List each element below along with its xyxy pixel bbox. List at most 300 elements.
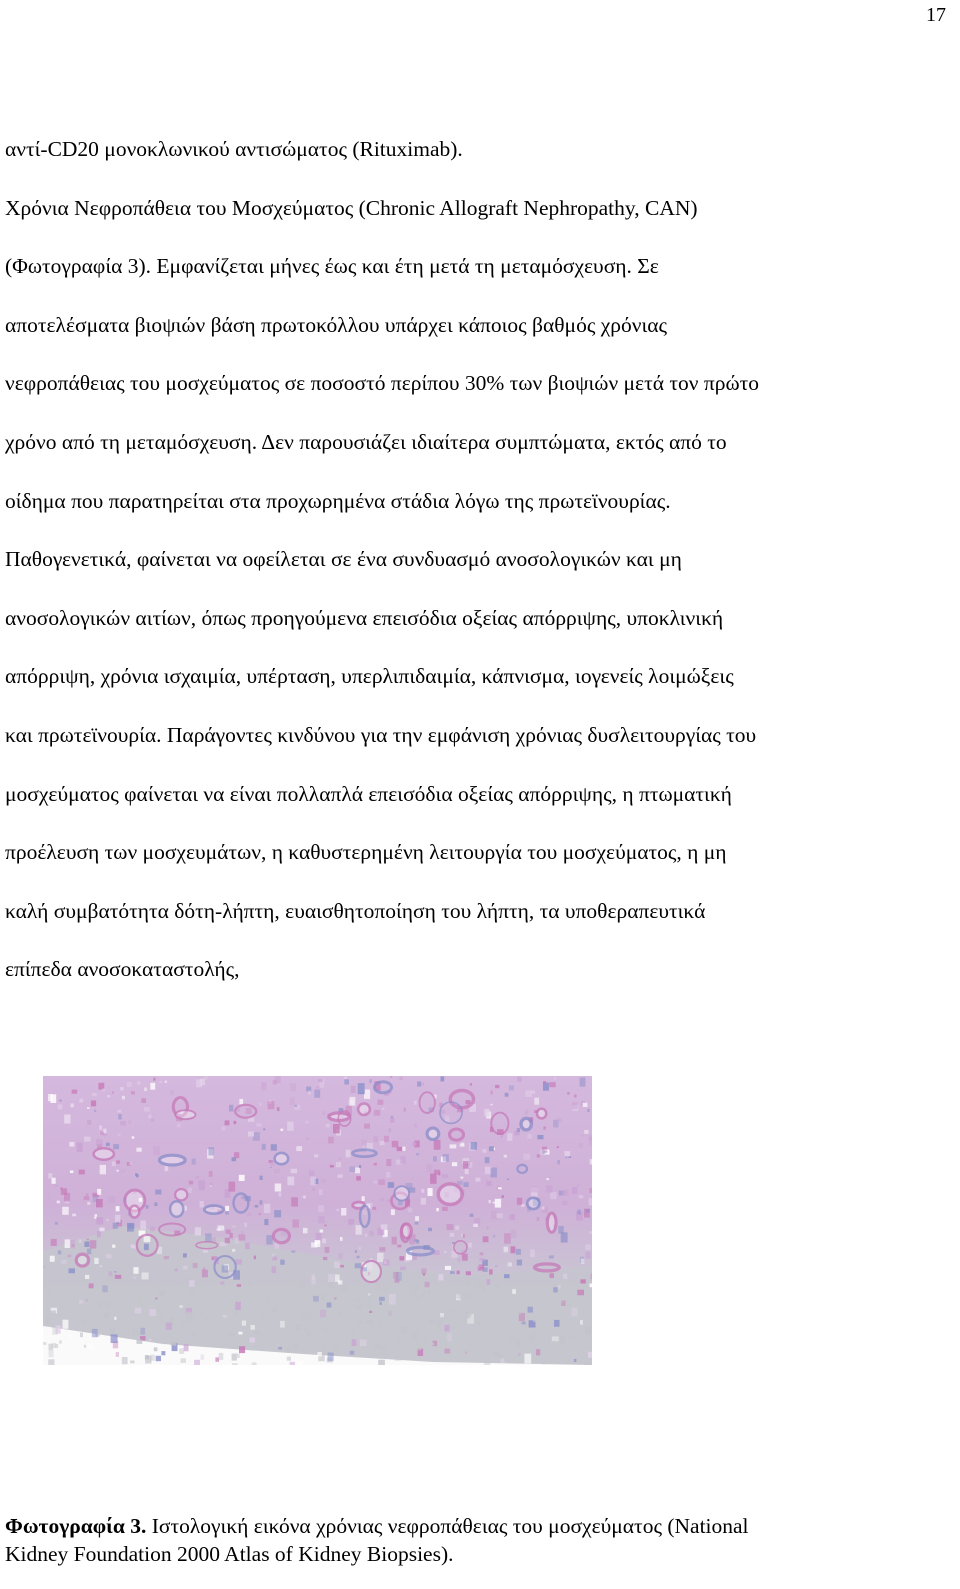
tissue-speck xyxy=(442,1207,448,1211)
tissue-speck xyxy=(43,1266,45,1268)
tissue-speck xyxy=(154,1202,157,1206)
tissue-speck xyxy=(111,1334,118,1343)
tissue-speck xyxy=(338,1313,341,1317)
tissue-speck xyxy=(300,1278,307,1288)
tissue-speck xyxy=(275,1184,282,1192)
tissue-speck xyxy=(536,1349,540,1355)
tissue-speck xyxy=(122,1357,128,1364)
tubule-ring xyxy=(204,1206,223,1214)
tissue-speck xyxy=(505,1093,509,1097)
tissue-speck xyxy=(350,1351,355,1355)
tissue-speck xyxy=(372,1207,376,1210)
tissue-speck xyxy=(338,1253,343,1259)
tissue-speck xyxy=(501,1195,504,1198)
tissue-speck xyxy=(100,1165,106,1174)
tissue-speck xyxy=(417,1296,421,1302)
tissue-speck xyxy=(354,1298,361,1303)
tissue-speck xyxy=(308,1091,311,1095)
tissue-speck xyxy=(232,1249,235,1252)
tissue-speck xyxy=(292,1219,299,1227)
tissue-speck xyxy=(251,1325,255,1330)
tissue-speck xyxy=(437,1314,444,1323)
tissue-speck xyxy=(489,1146,494,1151)
tissue-speck xyxy=(144,1107,150,1112)
tubule-ring xyxy=(427,1128,439,1139)
tissue-speck xyxy=(470,1214,474,1217)
text-line: μοσχεύματος φαίνεται να είναι πολλαπλά επεισόδια οξείας απόρριψης, η πτωματική xyxy=(5,781,732,806)
tissue-speck xyxy=(356,1305,362,1309)
tissue-speck xyxy=(571,1308,577,1317)
tissue-speck xyxy=(494,1284,497,1287)
tissue-speck xyxy=(543,1127,546,1130)
tissue-speck xyxy=(341,1285,348,1293)
tissue-speck xyxy=(51,1094,57,1103)
tissue-speck xyxy=(212,1237,217,1242)
tissue-speck xyxy=(248,1132,254,1137)
tissue-speck xyxy=(517,1128,520,1132)
tissue-speck xyxy=(434,1140,441,1150)
tissue-speck xyxy=(323,1257,327,1260)
tissue-speck xyxy=(149,1339,151,1341)
tissue-speck xyxy=(287,1122,294,1131)
tissue-speck xyxy=(397,1337,402,1342)
tissue-speck xyxy=(399,1281,404,1286)
tissue-speck xyxy=(260,1200,263,1204)
tissue-speck xyxy=(388,1182,394,1188)
tissue-speck xyxy=(79,1170,85,1175)
tissue-speck xyxy=(107,1095,109,1097)
tissue-speck xyxy=(106,1143,110,1146)
tissue-speck xyxy=(423,1336,428,1344)
tissue-speck xyxy=(97,1231,101,1237)
tissue-speck xyxy=(70,1171,74,1174)
tissue-speck xyxy=(201,1310,205,1315)
tissue-speck xyxy=(531,1186,538,1193)
tissue-speck xyxy=(458,1258,461,1262)
tissue-speck xyxy=(352,1329,355,1333)
tissue-speck xyxy=(486,1226,488,1229)
tissue-speck xyxy=(438,1274,443,1280)
tissue-speck xyxy=(562,1190,569,1196)
tissue-speck xyxy=(328,1282,333,1288)
tissue-speck xyxy=(489,1200,491,1203)
tissue-speck xyxy=(579,1195,584,1198)
tissue-speck xyxy=(45,1318,50,1325)
tissue-speck xyxy=(274,1210,281,1217)
tissue-speck xyxy=(369,1231,373,1236)
tissue-speck xyxy=(62,1260,67,1264)
tissue-speck xyxy=(380,1198,384,1201)
tissue-speck xyxy=(580,1078,586,1087)
tissue-speck xyxy=(469,1243,472,1248)
tissue-speck xyxy=(556,1118,562,1123)
tissue-speck xyxy=(561,1232,568,1242)
tissue-speck xyxy=(504,1247,508,1253)
tissue-speck xyxy=(374,1136,378,1142)
tissue-speck xyxy=(199,1180,206,1190)
tissue-speck xyxy=(558,1285,560,1289)
tissue-speck xyxy=(318,1079,323,1082)
tissue-speck xyxy=(425,1282,430,1288)
tissue-speck xyxy=(296,1146,302,1151)
tissue-speck xyxy=(433,1156,437,1161)
tissue-speck xyxy=(201,1354,205,1360)
tissue-speck xyxy=(58,1251,62,1255)
tubule-ring xyxy=(175,1110,195,1119)
tissue-speck xyxy=(523,1154,530,1160)
tissue-speck xyxy=(107,1276,113,1282)
tissue-speck xyxy=(498,1187,502,1189)
tissue-speck xyxy=(118,1134,121,1136)
tissue-speck xyxy=(516,1340,521,1347)
tissue-speck xyxy=(563,1274,567,1279)
tissue-speck xyxy=(484,1109,489,1117)
tissue-speck xyxy=(363,1210,367,1215)
tissue-speck xyxy=(558,1226,564,1234)
tissue-speck xyxy=(280,1129,283,1131)
tissue-speck xyxy=(205,1318,207,1321)
tissue-speck xyxy=(287,1177,294,1186)
tissue-speck xyxy=(581,1259,585,1264)
tissue-speck xyxy=(452,1162,457,1166)
tissue-speck xyxy=(108,1196,115,1202)
text-line: αποτελέσματα βιοψιών βάση πρωτοκόλλου υπάρχει κάποιος βαθμός χρόνιας xyxy=(5,312,668,337)
tissue-speck xyxy=(290,1083,296,1091)
tissue-speck xyxy=(115,1275,122,1279)
tissue-speck xyxy=(574,1359,577,1362)
tissue-speck xyxy=(321,1179,327,1183)
tissue-speck xyxy=(333,1344,339,1352)
tissue-speck xyxy=(560,1335,566,1343)
tissue-speck xyxy=(132,1136,135,1138)
tissue-speck xyxy=(428,1228,432,1231)
tissue-speck xyxy=(489,1269,493,1274)
tissue-speck xyxy=(154,1347,158,1351)
tissue-speck xyxy=(142,1273,149,1280)
tissue-speck xyxy=(166,1323,172,1330)
tissue-speck xyxy=(87,1107,89,1109)
tissue-speck xyxy=(112,1091,114,1094)
tissue-speck xyxy=(444,1349,450,1354)
tissue-speck xyxy=(410,1291,416,1297)
tissue-speck xyxy=(85,1275,89,1279)
tissue-speck xyxy=(239,1099,243,1105)
tissue-speck xyxy=(130,1361,134,1364)
tissue-speck xyxy=(475,1178,480,1182)
tissue-speck xyxy=(448,1309,455,1314)
tissue-speck xyxy=(524,1354,531,1364)
tissue-speck xyxy=(495,1085,499,1088)
tissue-speck xyxy=(154,1285,158,1288)
tissue-speck xyxy=(542,1207,545,1210)
tissue-speck xyxy=(225,1211,229,1215)
tissue-speck xyxy=(137,1298,143,1304)
tissue-speck xyxy=(150,1227,155,1232)
tissue-speck xyxy=(249,1281,255,1285)
tissue-speck xyxy=(209,1171,213,1177)
tissue-speck xyxy=(52,1178,56,1184)
tissue-speck xyxy=(517,1260,522,1266)
tissue-speck xyxy=(552,1336,559,1341)
tissue-speck xyxy=(84,1242,89,1248)
tissue-speck xyxy=(175,1269,178,1272)
tissue-speck xyxy=(320,1230,324,1233)
tissue-speck xyxy=(537,1135,543,1139)
tissue-speck xyxy=(232,1226,236,1228)
tissue-speck xyxy=(106,1254,112,1258)
tissue-speck xyxy=(280,1260,285,1265)
tissue-speck xyxy=(483,1149,487,1153)
caption-text: Ιστολογική εικόνα χρόνιας νεφροπάθειας του μοσχεύματος (National xyxy=(146,1514,749,1538)
tissue-speck xyxy=(100,1266,102,1268)
tissue-speck xyxy=(80,1319,85,1325)
tissue-speck xyxy=(323,1327,328,1333)
tubule-ring xyxy=(537,1109,546,1119)
tissue-speck xyxy=(389,1311,393,1316)
tissue-speck xyxy=(504,1274,509,1278)
tissue-speck xyxy=(589,1198,592,1205)
tissue-speck xyxy=(48,1359,54,1365)
tissue-speck xyxy=(84,1345,86,1348)
tissue-speck xyxy=(239,1346,245,1353)
tissue-speck xyxy=(104,1313,109,1319)
tissue-speck xyxy=(428,1290,431,1293)
tissue-speck xyxy=(177,1124,181,1128)
tissue-speck xyxy=(335,1275,340,1283)
tissue-speck xyxy=(531,1091,535,1094)
tissue-speck xyxy=(203,1250,208,1253)
tissue-speck xyxy=(306,1138,308,1141)
tissue-speck xyxy=(117,1110,121,1113)
tissue-speck xyxy=(466,1292,472,1299)
caption-label: Φωτογραφία 3. xyxy=(5,1514,147,1538)
tissue-speck xyxy=(537,1217,540,1221)
tissue-speck xyxy=(324,1225,326,1227)
tissue-speck xyxy=(511,1246,516,1253)
tissue-speck xyxy=(362,1196,365,1201)
tissue-speck xyxy=(466,1341,469,1343)
tissue-speck xyxy=(414,1124,417,1128)
tissue-speck xyxy=(495,1265,498,1267)
tissue-speck xyxy=(383,1291,385,1293)
tissue-speck xyxy=(430,1174,437,1184)
tissue-speck xyxy=(382,1236,386,1239)
tissue-speck xyxy=(121,1169,125,1173)
tissue-speck xyxy=(512,1289,516,1294)
tissue-speck xyxy=(454,1294,457,1299)
tissue-speck xyxy=(404,1315,408,1318)
tissue-speck xyxy=(447,1334,452,1342)
tubule-ring xyxy=(275,1153,289,1164)
tissue-speck xyxy=(509,1085,514,1090)
tissue-speck xyxy=(63,1320,69,1329)
tissue-speck xyxy=(585,1245,591,1250)
tissue-speck xyxy=(153,1078,155,1081)
tissue-speck xyxy=(77,1143,83,1153)
tissue-speck xyxy=(554,1320,560,1327)
tissue-speck xyxy=(312,1188,315,1191)
tissue-speck xyxy=(164,1256,169,1259)
tissue-speck xyxy=(580,1279,585,1283)
tissue-speck xyxy=(321,1295,325,1300)
tissue-speck xyxy=(579,1143,584,1148)
tissue-speck xyxy=(246,1108,252,1114)
tissue-speck xyxy=(133,1267,138,1274)
tissue-speck xyxy=(155,1298,157,1300)
tissue-speck xyxy=(351,1086,356,1093)
text-line: προέλευση των μοσχευμάτων, η καθυστερημένη λειτουργία του μοσχεύματος, η μη xyxy=(5,840,727,865)
tissue-speck xyxy=(590,1284,593,1288)
tissue-speck xyxy=(118,1114,122,1119)
tissue-speck xyxy=(148,1115,151,1119)
tissue-speck xyxy=(471,1142,478,1150)
tissue-speck xyxy=(137,1081,140,1084)
tissue-speck xyxy=(510,1336,514,1341)
tissue-speck xyxy=(414,1288,417,1290)
tissue-speck xyxy=(326,1124,330,1128)
tissue-speck xyxy=(229,1333,235,1336)
tissue-speck xyxy=(525,1090,532,1097)
tissue-speck xyxy=(146,1205,149,1209)
tissue-speck xyxy=(369,1079,372,1083)
tissue-speck xyxy=(374,1163,377,1166)
tissue-speck xyxy=(445,1325,450,1332)
tissue-speck xyxy=(291,1197,298,1206)
tissue-speck xyxy=(344,1079,349,1084)
tissue-speck xyxy=(542,1326,548,1331)
tissue-speck xyxy=(160,1291,165,1296)
tissue-speck xyxy=(524,1325,527,1329)
tissue-speck xyxy=(379,1247,385,1252)
tissue-speck xyxy=(355,1167,360,1173)
tissue-speck xyxy=(278,1347,282,1350)
tissue-speck xyxy=(182,1321,186,1327)
tissue-speck xyxy=(87,1249,91,1255)
tubule-ring xyxy=(358,1104,370,1116)
tissue-speck xyxy=(568,1156,571,1158)
tissue-speck xyxy=(416,1153,419,1156)
tissue-speck xyxy=(511,1229,517,1238)
tissue-speck xyxy=(150,1083,155,1090)
caption-line-1 xyxy=(5,1512,940,1540)
tissue-speck xyxy=(421,1268,426,1274)
tissue-speck xyxy=(318,1216,324,1223)
tissue-speck xyxy=(468,1162,472,1167)
tissue-speck xyxy=(271,1144,277,1151)
tissue-speck xyxy=(330,1165,334,1168)
tissue-speck xyxy=(153,1146,160,1155)
tissue-speck xyxy=(362,1336,366,1339)
tissue-speck xyxy=(366,1301,372,1308)
tissue-speck xyxy=(237,1284,241,1287)
body-text xyxy=(5,120,940,999)
tissue-speck xyxy=(203,1328,207,1332)
tissue-speck xyxy=(195,1176,199,1179)
tissue-speck xyxy=(485,1157,490,1163)
tissue-speck xyxy=(51,1239,57,1246)
tissue-speck xyxy=(109,1271,113,1276)
tissue-speck xyxy=(222,1265,228,1272)
tissue-speck xyxy=(450,1233,455,1237)
tissue-speck xyxy=(410,1239,414,1245)
tissue-speck xyxy=(591,1160,592,1163)
tissue-speck xyxy=(145,1355,149,1360)
tissue-speck xyxy=(457,1271,460,1275)
tissue-speck xyxy=(460,1177,463,1179)
tissue-speck xyxy=(87,1120,91,1125)
tissue-speck xyxy=(361,1140,366,1146)
tissue-speck xyxy=(483,1236,489,1242)
tissue-speck xyxy=(165,1081,167,1083)
tissue-speck xyxy=(188,1288,195,1292)
tissue-speck xyxy=(386,1159,391,1166)
tissue-speck xyxy=(334,1297,337,1299)
tissue-speck xyxy=(266,1299,270,1303)
tissue-speck xyxy=(261,1082,267,1090)
tissue-speck xyxy=(436,1208,438,1211)
tissue-speck xyxy=(303,1196,306,1199)
tissue-speck xyxy=(70,1335,73,1338)
tissue-speck xyxy=(156,1307,162,1313)
tissue-speck xyxy=(97,1189,101,1195)
tissue-speck xyxy=(235,1302,241,1310)
tissue-speck xyxy=(389,1294,396,1305)
tissue-speck xyxy=(116,1206,120,1211)
tissue-speck xyxy=(91,1100,96,1106)
tissue-speck xyxy=(384,1136,389,1142)
tissue-speck xyxy=(225,1120,230,1125)
tissue-speck xyxy=(509,1215,514,1220)
tubule-ring xyxy=(394,1186,409,1200)
tissue-speck xyxy=(178,1283,181,1285)
tissue-speck xyxy=(295,1324,301,1330)
tissue-speck xyxy=(466,1271,471,1275)
tissue-speck xyxy=(359,1321,363,1324)
tissue-speck xyxy=(390,1118,394,1123)
tissue-speck xyxy=(310,1177,316,1186)
tissue-speck xyxy=(450,1271,455,1274)
tissue-speck xyxy=(64,1115,70,1124)
tissue-speck xyxy=(258,1213,261,1215)
tissue-speck xyxy=(79,1239,82,1243)
tissue-speck xyxy=(120,1087,123,1091)
tissue-speck xyxy=(262,1296,264,1298)
tissue-speck xyxy=(55,1185,58,1187)
tissue-speck xyxy=(136,1148,141,1152)
tissue-speck xyxy=(528,1307,533,1313)
tissue-speck xyxy=(102,1089,105,1092)
tissue-speck xyxy=(307,1314,309,1316)
tissue-speck xyxy=(255,1205,258,1208)
tissue-speck xyxy=(230,1233,233,1238)
tissue-speck xyxy=(290,1097,295,1105)
tissue-speck xyxy=(450,1144,457,1148)
tissue-speck xyxy=(364,1090,370,1099)
text-line: Παθογενετικά, φαίνεται να οφείλεται σε ένα συνδυασμό ανοσολογικών και μη xyxy=(5,547,682,572)
tissue-speck xyxy=(355,1263,362,1268)
tissue-speck xyxy=(411,1178,414,1180)
tissue-speck xyxy=(402,1147,405,1151)
tissue-speck xyxy=(264,1219,268,1225)
tissue-speck xyxy=(428,1188,433,1196)
tissue-speck xyxy=(412,1142,416,1146)
tissue-speck xyxy=(380,1302,382,1305)
tissue-speck xyxy=(234,1312,238,1314)
tissue-speck xyxy=(97,1303,102,1307)
tissue-speck xyxy=(171,1341,177,1346)
tissue-speck xyxy=(256,1123,261,1127)
tissue-speck xyxy=(194,1360,200,1365)
